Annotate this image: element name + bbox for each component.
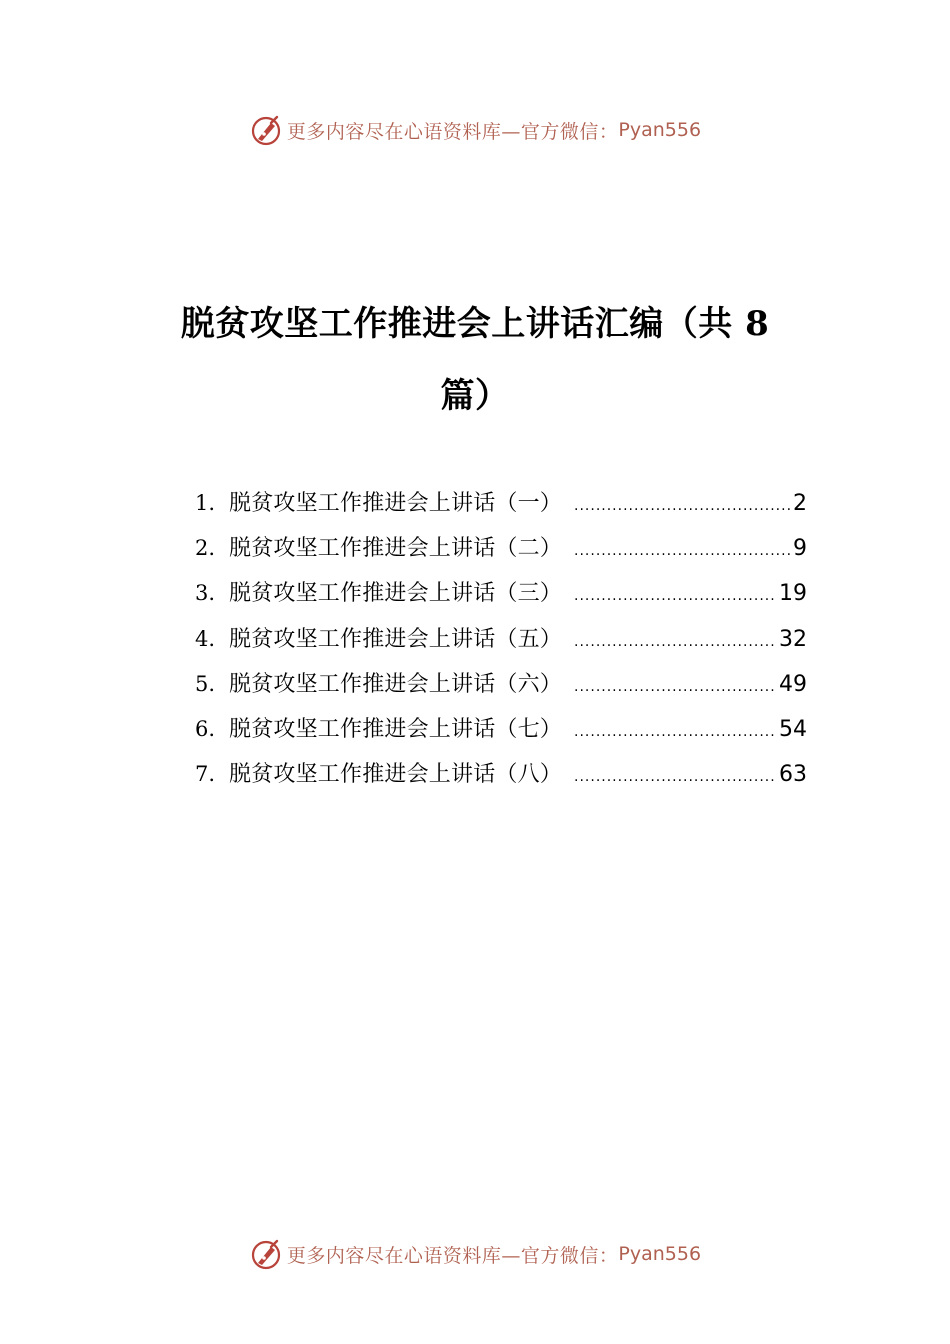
toc-entry[interactable]	[195, 571, 807, 616]
toc-entry-number: 4.	[195, 626, 216, 651]
document-title	[160, 288, 790, 432]
toc-leader-dots	[574, 529, 791, 574]
pen-nib-logo-icon	[249, 1237, 283, 1271]
toc-entry-number: 6.	[195, 716, 216, 741]
toc-entry[interactable]	[195, 617, 807, 662]
toc-entry-page: 32	[779, 626, 807, 652]
toc-entry-number: 3.	[195, 581, 216, 606]
toc-entry-title: 脱贫攻坚工作推进会上讲话（五）	[229, 626, 563, 652]
toc-entry-title: 脱贫攻坚工作推进会上讲话（六）	[229, 671, 563, 697]
pen-nib-logo-icon	[249, 113, 283, 147]
toc-entry[interactable]	[195, 662, 807, 707]
watermark-handle: Pyan556	[618, 119, 702, 141]
watermark-handle: Pyan556	[618, 1243, 702, 1265]
toc-leader-dots	[574, 710, 777, 755]
toc-entry-title: 脱贫攻坚工作推进会上讲话（七）	[229, 716, 563, 742]
footer-watermark	[0, 1234, 950, 1274]
toc-entry-page: 19	[779, 581, 807, 607]
toc-entry-title: 脱贫攻坚工作推进会上讲话（三）	[229, 581, 563, 607]
toc-leader-dots	[574, 755, 777, 800]
toc-entry-title: 脱贫攻坚工作推进会上讲话（一）	[229, 491, 563, 516]
header-watermark	[0, 110, 950, 150]
toc-entry[interactable]	[195, 707, 807, 752]
toc-entry-title: 脱贫攻坚工作推进会上讲话（八）	[229, 762, 563, 788]
toc-entry-page: 54	[779, 716, 807, 742]
toc-entry-page: 9	[793, 536, 807, 562]
toc-leader-dots	[574, 620, 777, 665]
toc-entry[interactable]	[195, 526, 807, 571]
document-title-line-1: 脱贫攻坚工作推进会上讲话汇编（共 8	[180, 304, 770, 344]
toc-leader-dots	[574, 665, 777, 710]
toc-entry-number: 5.	[195, 671, 216, 696]
document-title-line-2: 篇）	[440, 376, 510, 416]
table-of-contents	[195, 481, 807, 797]
toc-entry-title: 脱贫攻坚工作推进会上讲话（二）	[229, 536, 563, 562]
toc-leader-dots	[574, 484, 791, 529]
toc-entry-page: 2	[793, 491, 807, 516]
toc-leader-dots	[574, 574, 777, 619]
toc-entry[interactable]	[195, 481, 807, 526]
watermark-text: 更多内容尽在心语资料库—官方微信：	[286, 1244, 619, 1267]
toc-entry-number: 2.	[195, 536, 216, 561]
toc-entry[interactable]	[195, 752, 807, 797]
toc-entry-page: 63	[779, 762, 807, 788]
toc-entry-number: 1.	[195, 491, 216, 515]
toc-entry-page: 49	[779, 671, 807, 697]
toc-entry-number: 7.	[195, 762, 216, 787]
watermark-text: 更多内容尽在心语资料库—官方微信：	[286, 120, 619, 143]
